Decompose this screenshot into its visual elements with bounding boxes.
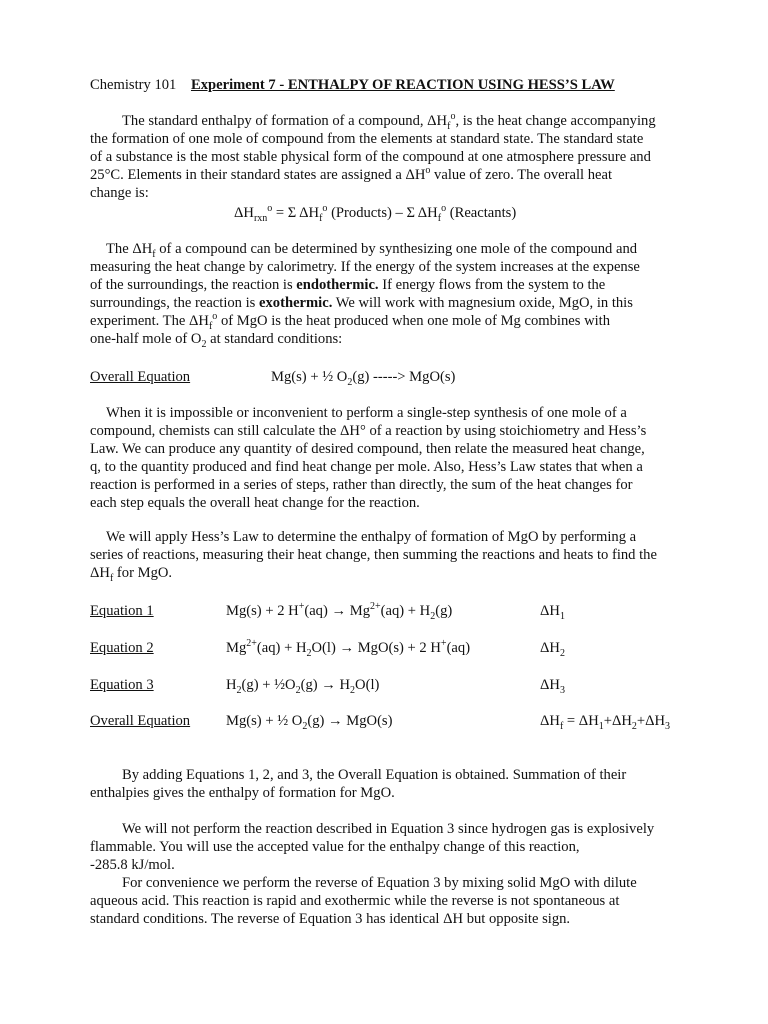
overall-equation-label: Overall Equation — [90, 713, 191, 729]
intro-line-2: the formation of one mole of compound from the elements at standard state. The standard state — [90, 131, 644, 147]
experiment-title: Experiment 7 - ENTHALPY OF REACTION USING HESS’S LAW — [190, 77, 615, 93]
calorimetry-paragraph — [90, 240, 690, 348]
p6-line-2: flammable. You will use the accepted value for the enthalpy change of this reaction, — [90, 839, 580, 855]
equation-2-reaction: $Mg^{2+}(aq) + H_2O(l) \to MgO(s) + 2$ H+(aq) — [226, 638, 471, 659]
p2-line-1: The $\Delta H_f$ of a compound can be determined by synthesizing one mole of the compound and — [106, 241, 638, 260]
p3-line-1: When it is impossible or inconvenient to perform a single-step synthesis of one mole of a — [106, 405, 627, 421]
equation-2-row — [90, 639, 690, 657]
equation-1-reaction: Mg(s) + 2 $H^+(aq) \to Mg^{2+}(aq) + H_2(g)$ — [226, 601, 453, 622]
equation-3-enthalpy: $\Delta H_3$ — [540, 677, 565, 696]
intro-line-1: The standard enthalpy of formation of a compound, $\Delta H_f^o$, is the heat change accompanying — [122, 111, 656, 132]
p4-line-2: series of reactions, measuring their heat change, then summing the reactions and heats to find the — [90, 547, 657, 563]
course-name: Chemistry 101 — [90, 77, 177, 93]
p3-line-3: Law. We can produce any quantity of desired compound, then relate the measured heat change, — [90, 441, 645, 457]
equation-3-row — [90, 676, 690, 694]
p6-line-3: -285.8 kJ/mol. — [90, 857, 175, 873]
p4-line-1: We will apply Hess’s Law to determine the enthalpy of formation of MgO by performing a — [106, 529, 637, 545]
p3-line-6: each step equals the overall heat change for the reaction. — [90, 495, 420, 511]
apply-hess-paragraph — [90, 528, 690, 582]
arrow-icon: → — [321, 677, 336, 693]
p6-line-5: aqueous acid. This reaction is rapid and exothermic while the reverse is not spontaneous at — [90, 893, 620, 909]
p5-line-1: By adding Equations 1, 2, and 3, the Overall Equation is obtained. Summation of their — [122, 767, 627, 783]
equation-2-enthalpy: $\Delta H_2$ — [540, 640, 565, 659]
equation-2-label: Equation 2 — [90, 640, 154, 656]
intro-paragraph — [90, 112, 690, 202]
p5-line-2: enthalpies gives the enthalpy of formation for MgO. — [90, 785, 395, 801]
equation-1-enthalpy: $\Delta H_1$ — [540, 603, 565, 622]
equation-1-row — [90, 602, 690, 620]
p6-line-4: For convenience we perform the reverse of Equation 3 by mixing solid MgO with dilute — [122, 875, 637, 891]
intro-line-5: change is: — [90, 185, 149, 201]
overall-equation-label-1: Overall Equation — [90, 369, 191, 385]
p3-line-2: compound, chemists can still calculate the ΔH° of a reaction by using stoichiometry and Hess’s — [90, 423, 647, 439]
p2-line-4: surroundings, the reaction is exothermic. We will work with magnesium oxide, MgO, in this — [90, 295, 633, 311]
overall-equation-enthalpy: $\Delta H_f = \Delta H_1+\Delta H_2+\Delta H_3$ — [540, 713, 671, 732]
overall-equation-row — [90, 712, 690, 730]
p6-line-1: We will not perform the reaction described in Equation 3 since hydrogen gas is explosively — [122, 821, 655, 837]
hess-law-paragraph — [90, 404, 690, 512]
arrow-icon: → — [328, 713, 343, 729]
p2-line-5: experiment. The $\Delta H_f^o$ of MgO is the heat produced when one mole of Mg combines with — [90, 311, 611, 332]
enthalpy-formula: $\Delta H_{rxn}^o = \Sigma$ $\Delta H_f^o$ (Products) – Σ $\Delta H_f^o$ (Reactants) — [234, 203, 517, 224]
summation-paragraph — [90, 766, 690, 802]
equation-3-reaction: $H_2(g)$ + $\frac{1}{2}O_2(g) \to H_2O(l)$ — [226, 677, 380, 696]
equation-3-label: Equation 3 — [90, 677, 154, 693]
overall-equation-reaction: Mg(s) + ½ $O_2(g) \to MgO(s)$ — [226, 713, 393, 732]
intro-line-3: of a substance is the most stable physical form of the compound at one atmosphere pressure and — [90, 149, 651, 165]
p4-line-3: $\Delta H_f$ for MgO. — [90, 565, 173, 584]
intro-line-4: 25°C. Elements in their standard states are assigned a $\Delta H^o$ value of zero. The overall heat — [90, 165, 613, 183]
arrow-icon: → — [331, 603, 347, 619]
header — [90, 76, 615, 94]
p2-line-6: one-half mole of $O_2$ at standard conditions: — [90, 331, 343, 350]
p2-line-2: measuring the heat change by calorimetry. If the energy of the system increases at the expense — [90, 259, 640, 275]
procedure-paragraph — [90, 820, 690, 928]
p2-line-3: of the surroundings, the reaction is endothermic. If energy flows from the system to the — [90, 277, 606, 293]
p6-line-6: standard conditions. The reverse of Equation 3 has identical ΔH but opposite sign. — [90, 911, 571, 927]
p3-line-5: reaction is performed in a series of steps, rather than directly, the sum of the heat changes for — [90, 477, 633, 493]
overall-equation-1: Mg(s) + ½ $O_2(g)$ -----> MgO(s) — [271, 369, 456, 388]
p3-line-4: q, to the quantity produced and find heat change per mole. Also, Hess’s Law states that when a — [90, 459, 643, 475]
arrow-icon: → — [339, 640, 355, 656]
equation-1-label: Equation 1 — [90, 603, 154, 619]
